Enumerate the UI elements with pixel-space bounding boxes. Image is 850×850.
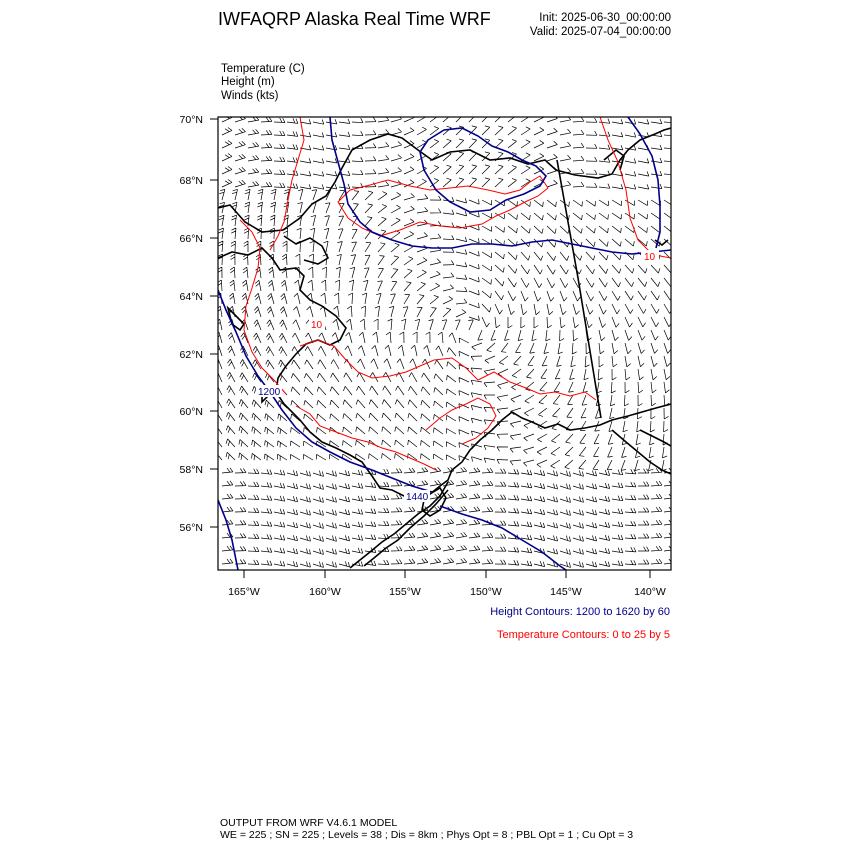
height-contour-label: 1200 — [258, 387, 281, 398]
coastline — [218, 128, 671, 568]
latitude-label: 68°N — [179, 175, 203, 187]
longitude-label: 165°W — [228, 586, 260, 598]
latitude-label: 58°N — [179, 464, 203, 476]
model-config-footer: WE = 225 ; SN = 225 ; Levels = 38 ; Dis = 8km ; Phys Opt = 8 ; PBL Opt = 1 ; Cu Opt = 3 — [220, 829, 634, 841]
longitude-label: 150°W — [470, 586, 502, 598]
temp-contour-label: 10 — [311, 320, 323, 331]
wind-barbs — [213, 113, 675, 568]
height-contours-legend: Height Contours: 1200 to 1620 by 60 — [490, 606, 670, 618]
latitude-label: 66°N — [179, 233, 203, 245]
latitude-label: 70°N — [179, 114, 203, 126]
latitude-label: 60°N — [179, 406, 203, 418]
variable-winds: Winds (kts) — [221, 90, 279, 102]
latitude-axis — [180, 114, 218, 534]
longitude-label: 155°W — [389, 586, 421, 598]
variable-height: Height (m) — [221, 76, 275, 88]
temp-contour-label: 10 — [644, 252, 656, 263]
latitude-label: 56°N — [179, 522, 203, 534]
longitude-label: 160°W — [309, 586, 341, 598]
height-contour-label: 1440 — [406, 492, 429, 503]
latitude-label: 64°N — [179, 291, 203, 303]
init-time: Init: 2025-06-30_00:00:00 — [539, 12, 671, 24]
temperature-contours — [240, 117, 671, 470]
valid-time: Valid: 2025-07-04_00:00:00 — [529, 26, 671, 38]
wind-barb-field — [213, 113, 675, 568]
latitude-label: 62°N — [179, 349, 203, 361]
temperature-contours-legend: Temperature Contours: 0 to 25 by 5 — [496, 629, 670, 641]
variable-temperature: Temperature (C) — [221, 63, 305, 75]
model-footer: OUTPUT FROM WRF V4.6.1 MODEL — [220, 817, 398, 829]
longitude-label: 145°W — [550, 586, 582, 598]
longitude-label: 140°W — [634, 586, 666, 598]
longitude-axis — [228, 570, 666, 598]
plot-title: IWFAQRP Alaska Real Time WRF — [218, 9, 491, 29]
